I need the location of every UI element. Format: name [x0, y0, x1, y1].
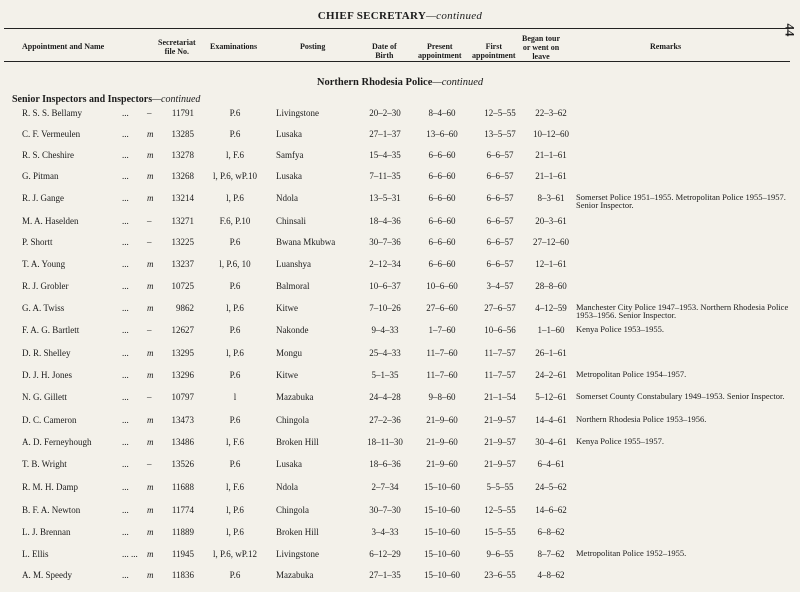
present-appointment: 11–7–60	[426, 370, 458, 380]
marital-mark: m	[147, 549, 154, 559]
officer-name: R. M. H. Damp	[22, 482, 78, 492]
file-number: 13237	[171, 259, 194, 269]
present-appointment: 6–6–60	[428, 193, 456, 203]
header-present-line2: appointment	[418, 51, 462, 60]
posting: Chingola	[276, 415, 309, 425]
tour-date: 4–8–62	[537, 570, 565, 580]
marital-mark: m	[147, 129, 154, 139]
first-appointment: 21–9–57	[484, 437, 516, 447]
present-appointment: 6–6–60	[428, 237, 456, 247]
first-appointment: 6–6–57	[486, 259, 514, 269]
officer-name: L. Ellis	[22, 549, 49, 559]
first-appointment: 12–5–55	[484, 505, 516, 515]
posting: Lusaka	[276, 129, 302, 139]
remarks: Northern Rhodesia Police 1953–1956.	[576, 414, 707, 424]
examinations: F.6, P.10	[219, 216, 251, 226]
file-number: 13278	[171, 150, 194, 160]
header-first	[472, 42, 516, 60]
header-tour-line3: leave	[532, 52, 550, 61]
marital-mark: m	[147, 150, 154, 160]
date-of-birth: 5–1–35	[371, 370, 399, 380]
present-appointment: 13–6–60	[426, 129, 458, 139]
leader-dots: ...	[122, 370, 129, 380]
header-dob-line1: Date of	[372, 42, 397, 51]
table-row	[0, 129, 800, 151]
posting: Kitwe	[276, 303, 298, 313]
date-of-birth: 30–7–30	[369, 505, 401, 515]
tour-date: 12–1–61	[535, 259, 567, 269]
examinations: l, F.6	[225, 482, 245, 492]
file-number: 10797	[171, 392, 194, 402]
posting: Ndola	[276, 482, 298, 492]
date-of-birth: 27–1–37	[369, 129, 401, 139]
date-of-birth: 20–2–30	[369, 108, 401, 118]
first-appointment: 11–7–57	[484, 348, 516, 358]
posting: Lusaka	[276, 459, 302, 469]
table-row	[0, 505, 800, 527]
file-number: 11945	[171, 549, 194, 559]
header-dob-line2: Birth	[375, 51, 394, 60]
present-appointment: 1–7–60	[428, 325, 456, 335]
section-title-cont: —continued	[432, 77, 484, 88]
posting: Mazabuka	[276, 392, 314, 402]
file-number: 11836	[171, 570, 194, 580]
officer-name: D. C. Cameron	[22, 415, 77, 425]
first-appointment: 6–6–57	[486, 150, 514, 160]
page-title	[0, 10, 800, 22]
header-tour-line1: Began tour	[522, 34, 560, 43]
header-present-line1: Present	[426, 42, 453, 51]
header-top-rule	[4, 28, 790, 29]
examinations: l, P.6, 10	[219, 259, 251, 269]
marital-mark: m	[147, 370, 154, 380]
marital-mark: m	[147, 482, 154, 492]
examinations: P.6	[229, 325, 241, 335]
date-of-birth: 15–4–35	[369, 150, 401, 160]
tour-date: 26–1–61	[535, 348, 567, 358]
tour-date: 14–6–62	[535, 505, 567, 515]
remarks: Metropolitan Police 1954–1957.	[576, 369, 687, 379]
officer-name: D. J. H. Jones	[22, 370, 73, 380]
leader-dots: ...	[122, 150, 129, 160]
file-number: 13526	[171, 459, 194, 469]
table-row	[0, 459, 800, 481]
posting: Broken Hill	[276, 527, 319, 537]
remarks: Kenya Police 1953–1955.	[576, 324, 665, 334]
table-row	[0, 482, 800, 504]
table-row	[0, 527, 800, 549]
table-row	[0, 415, 800, 437]
table-row	[0, 108, 800, 130]
date-of-birth: 6–12–29	[369, 549, 401, 559]
first-appointment: 12–5–55	[484, 108, 516, 118]
first-appointment: 11–7–57	[484, 370, 516, 380]
header-tour-line2: or went on	[522, 43, 560, 52]
examinations: l, F.6	[225, 437, 245, 447]
page-number: 44	[782, 23, 798, 37]
date-of-birth: 7–11–35	[369, 171, 401, 181]
examinations: l, P.6	[226, 303, 244, 313]
file-number: 13271	[171, 216, 194, 226]
tour-date: 27–12–60	[533, 237, 569, 247]
leader-dots: ...	[122, 259, 129, 269]
date-of-birth: 30–7–36	[369, 237, 401, 247]
date-of-birth: 2–12–34	[369, 259, 401, 269]
marital-mark: m	[147, 281, 154, 291]
remarks: Manchester City Police 1947–1953. Northern Rhodesia Police 1953–1956. Senior Inspector.	[576, 302, 789, 320]
first-appointment: 6–6–57	[486, 193, 514, 203]
first-appointment: 27–6–57	[484, 303, 516, 313]
examinations: P.6	[229, 129, 241, 139]
subsection-title	[12, 94, 200, 105]
leader-dots: ...	[122, 129, 129, 139]
examinations: P.6	[229, 370, 241, 380]
tour-date: 24–5–62	[535, 482, 567, 492]
header-file-no-line2: file No.	[164, 47, 190, 56]
file-number: 10725	[171, 281, 194, 291]
subsection-title-cont: —continued	[152, 94, 201, 105]
date-of-birth: 27–2–36	[369, 415, 401, 425]
file-number: 13268	[171, 171, 194, 181]
file-number: 13214	[171, 193, 194, 203]
marital-mark: m	[147, 527, 154, 537]
remarks: Somerset County Constabulary 1949–1953. Senior Inspector.	[576, 391, 785, 401]
present-appointment: 6–6–60	[428, 259, 456, 269]
present-appointment: 27–6–60	[426, 303, 458, 313]
present-appointment: 10–6–60	[426, 281, 458, 291]
examinations: l	[233, 392, 237, 402]
posting: Luanshya	[276, 259, 311, 269]
file-number: 9862	[176, 303, 194, 313]
present-appointment: 15–10–60	[424, 527, 460, 537]
officer-name: G. A. Twiss	[22, 303, 65, 313]
header-exams: Examinations	[210, 42, 258, 51]
leader-dots: ...	[122, 527, 129, 537]
header-posting: Posting	[300, 42, 326, 51]
first-appointment: 6–6–57	[486, 171, 514, 181]
table-row	[0, 237, 800, 259]
leader-dots: ...	[122, 108, 129, 118]
date-of-birth: 18–11–30	[367, 437, 403, 447]
posting: Mongu	[276, 348, 303, 358]
present-appointment: 21–9–60	[426, 437, 458, 447]
marital-mark: –	[147, 216, 152, 226]
table-row	[0, 281, 800, 303]
officer-name: N. G. Gillett	[22, 392, 67, 402]
tour-date: 8–3–61	[537, 193, 565, 203]
file-number: 13486	[171, 437, 194, 447]
officer-name: R. S. S. Bellamy	[22, 108, 83, 118]
posting: Chingola	[276, 505, 309, 515]
table-row	[0, 437, 800, 459]
file-number: 11791	[171, 108, 194, 118]
posting: Balmoral	[276, 281, 310, 291]
remarks: Metropolitan Police 1952–1955.	[576, 548, 687, 558]
marital-mark: m	[147, 259, 154, 269]
tour-date: 6–4–61	[537, 459, 565, 469]
first-appointment: 21–1–54	[484, 392, 516, 402]
date-of-birth: 10–6–37	[369, 281, 401, 291]
officer-name: D. R. Shelley	[22, 348, 71, 358]
table-row	[0, 370, 800, 392]
tour-date: 30–4–61	[535, 437, 567, 447]
table-row	[0, 570, 800, 592]
remarks: Somerset Police 1951–1955. Metropolitan Police 1955–1957. Senior Inspector.	[576, 192, 786, 210]
first-appointment: 23–6–55	[484, 570, 516, 580]
date-of-birth: 24–4–28	[369, 392, 401, 402]
posting: Lusaka	[276, 171, 302, 181]
tour-date: 21–1–61	[535, 150, 567, 160]
file-number: 13473	[171, 415, 194, 425]
marital-mark: m	[147, 505, 154, 515]
header-first-line1: First	[485, 42, 502, 51]
posting: Mazabuka	[276, 570, 314, 580]
officer-name: L. J. Brennan	[22, 527, 71, 537]
posting: Nakonde	[276, 325, 309, 335]
date-of-birth: 2–7–34	[371, 482, 399, 492]
first-appointment: 6–6–57	[486, 237, 514, 247]
date-of-birth: 9–4–33	[371, 325, 399, 335]
officer-name: T. B. Wright	[22, 459, 67, 469]
examinations: l, P.6, wP.12	[212, 549, 257, 559]
marital-mark: m	[147, 437, 154, 447]
posting: Bwana Mkubwa	[276, 237, 336, 247]
file-number: 11774	[171, 505, 194, 515]
file-number: 13225	[171, 237, 194, 247]
posting: Kitwe	[276, 370, 298, 380]
marital-mark: –	[147, 325, 152, 335]
examinations: P.6	[229, 237, 241, 247]
leader-dots: ... ...	[122, 549, 138, 559]
header-file-no-line1: Secretariat	[158, 38, 196, 47]
first-appointment: 6–6–57	[486, 216, 514, 226]
date-of-birth: 3–4–33	[371, 527, 399, 537]
tour-date: 1–1–60	[537, 325, 565, 335]
examinations: l, F.6	[225, 150, 245, 160]
present-appointment: 15–10–60	[424, 570, 460, 580]
first-appointment: 21–9–57	[484, 415, 516, 425]
posting: Broken Hill	[276, 437, 319, 447]
first-appointment: 15–5–55	[484, 527, 516, 537]
leader-dots: ...	[122, 437, 129, 447]
table-row	[0, 259, 800, 281]
present-appointment: 9–8–60	[428, 392, 456, 402]
section-title-text: Northern Rhodesia Police	[316, 77, 433, 88]
examinations: P.6	[229, 415, 241, 425]
file-number: 12627	[171, 325, 194, 335]
leader-dots: ...	[122, 237, 129, 247]
leader-dots: ...	[122, 193, 129, 203]
file-number: 13296	[171, 370, 194, 380]
marital-mark: m	[147, 303, 154, 313]
posting: Ndola	[276, 193, 298, 203]
present-appointment: 6–6–60	[428, 171, 456, 181]
table-row	[0, 216, 800, 238]
marital-mark: –	[147, 459, 152, 469]
header-remarks: Remarks	[650, 42, 682, 51]
date-of-birth: 25–4–33	[369, 348, 401, 358]
officer-name: R. S. Cheshire	[22, 150, 75, 160]
table-row	[0, 549, 800, 571]
examinations: P.6	[229, 108, 241, 118]
header-tour	[522, 34, 560, 61]
remarks: Kenya Police 1955–1957.	[576, 436, 665, 446]
file-number: 13285	[171, 129, 194, 139]
date-of-birth: 18–6–36	[369, 459, 401, 469]
first-appointment: 13–5–57	[484, 129, 516, 139]
examinations: l, P.6	[226, 193, 244, 203]
first-appointment: 21–9–57	[484, 459, 516, 469]
present-appointment: 11–7–60	[426, 348, 458, 358]
examinations: P.6	[229, 570, 241, 580]
marital-mark: –	[147, 108, 152, 118]
tour-date: 22–3–62	[535, 108, 567, 118]
marital-mark: m	[147, 193, 154, 203]
tour-date: 28–8–60	[535, 281, 567, 291]
first-appointment: 10–6–56	[484, 325, 516, 335]
tour-date: 8–7–62	[537, 549, 565, 559]
tour-date: 4–12–59	[535, 303, 567, 313]
header-bottom-rule	[4, 61, 790, 62]
table-row	[0, 193, 800, 215]
tour-date: 5–12–61	[535, 392, 567, 402]
leader-dots: ...	[122, 570, 129, 580]
officer-name: F. A. G. Bartlett	[22, 325, 80, 335]
officer-name: G. Pitman	[22, 171, 59, 181]
present-appointment: 15–10–60	[424, 482, 460, 492]
officer-name: M. A. Haselden	[22, 216, 79, 226]
section-title	[0, 77, 800, 88]
officer-name: P. Shortt	[22, 237, 53, 247]
marital-mark: m	[147, 348, 154, 358]
officer-name: C. F. Vermeulen	[22, 129, 81, 139]
posting: Livingstone	[276, 108, 319, 118]
tour-date: 14–4–61	[535, 415, 567, 425]
marital-mark: –	[147, 392, 152, 402]
first-appointment: 3–4–57	[486, 281, 514, 291]
examinations: P.6	[229, 459, 241, 469]
present-appointment: 8–4–60	[428, 108, 456, 118]
examinations: l, P.6	[226, 348, 244, 358]
examinations: P.6	[229, 281, 241, 291]
leader-dots: ...	[122, 325, 129, 335]
table-row	[0, 303, 800, 325]
present-appointment: 21–9–60	[426, 415, 458, 425]
header-file-no	[158, 38, 196, 56]
table-row	[0, 171, 800, 193]
leader-dots: ...	[122, 171, 129, 181]
header-present	[418, 42, 462, 60]
tour-date: 6–8–62	[537, 527, 565, 537]
date-of-birth: 27–1–35	[369, 570, 401, 580]
tour-date: 21–1–61	[535, 171, 567, 181]
table-row	[0, 348, 800, 370]
leader-dots: ...	[122, 505, 129, 515]
first-appointment: 5–5–55	[486, 482, 514, 492]
examinations: l, P.6	[226, 505, 244, 515]
leader-dots: ...	[122, 216, 129, 226]
officer-name: A. D. Ferneyhough	[22, 437, 92, 447]
table-row	[0, 325, 800, 347]
table-row	[0, 150, 800, 172]
leader-dots: ...	[122, 459, 129, 469]
posting: Chinsali	[276, 216, 307, 226]
date-of-birth: 13–5–31	[369, 193, 401, 203]
file-number: 11688	[171, 482, 194, 492]
present-appointment: 21–9–60	[426, 459, 458, 469]
leader-dots: ...	[122, 415, 129, 425]
posting: Samfya	[276, 150, 304, 160]
marital-mark: m	[147, 415, 154, 425]
header-dob	[372, 42, 397, 60]
first-appointment: 9–6–55	[486, 549, 514, 559]
marital-mark: –	[147, 237, 152, 247]
leader-dots: ...	[122, 348, 129, 358]
officer-name: A. M. Speedy	[22, 570, 72, 580]
officer-name: B. F. A. Newton	[22, 505, 81, 515]
file-number: 11889	[171, 527, 194, 537]
tour-date: 24–2–61	[535, 370, 567, 380]
present-appointment: 15–10–60	[424, 505, 460, 515]
marital-mark: m	[147, 570, 154, 580]
subsection-title-text: Senior Inspectors and Inspectors	[12, 94, 153, 105]
present-appointment: 6–6–60	[428, 216, 456, 226]
leader-dots: ...	[122, 482, 129, 492]
header-appointment: Appointment and Name	[22, 42, 105, 51]
officer-name: R. J. Gange	[22, 193, 64, 203]
date-of-birth: 7–10–26	[369, 303, 401, 313]
page-title-main: CHIEF SECRETARY	[317, 10, 427, 22]
marital-mark: m	[147, 171, 154, 181]
table-row	[0, 392, 800, 414]
file-number: 13295	[171, 348, 194, 358]
date-of-birth: 18–4–36	[369, 216, 401, 226]
page-title-cont: —continued	[426, 10, 483, 22]
tour-date: 10–12–60	[533, 129, 569, 139]
present-appointment: 15–10–60	[424, 549, 460, 559]
leader-dots: ...	[122, 392, 129, 402]
leader-dots: ...	[122, 281, 129, 291]
leader-dots: ...	[122, 303, 129, 313]
examinations: l, P.6	[226, 527, 244, 537]
header-first-line2: appointment	[472, 51, 516, 60]
tour-date: 20–3–61	[535, 216, 567, 226]
officer-name: T. A. Young	[22, 259, 66, 269]
officer-name: R. J. Grobler	[22, 281, 69, 291]
present-appointment: 6–6–60	[428, 150, 456, 160]
examinations: l, P.6, wP.10	[212, 171, 257, 181]
posting: Livingstone	[276, 549, 319, 559]
